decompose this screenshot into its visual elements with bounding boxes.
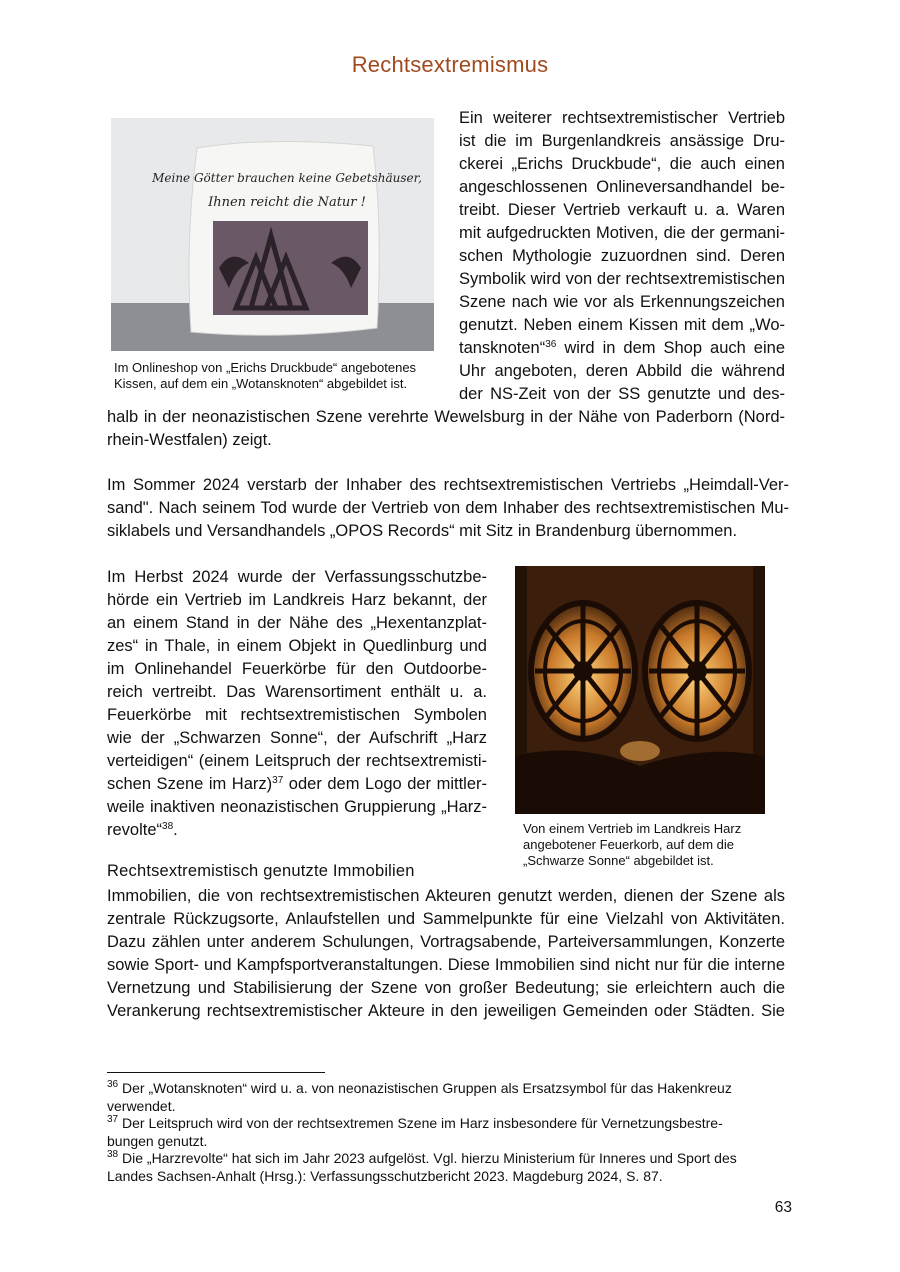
footnote-number: 37 [107, 1114, 119, 1125]
fire-basket-illustration [515, 566, 765, 814]
text-line: hörde ein Vertrieb im Landkreis Harz bekannt, der [107, 591, 487, 609]
text-line: reich vertreibt. Das Warensortiment enthält u. a. [107, 683, 487, 701]
figure2-caption [523, 821, 783, 869]
footnote-38 [107, 1150, 793, 1168]
text-line: zes“ in Thale, in einem Objekt in Quedlinburg und [107, 637, 487, 655]
text-line: zentrale Rückzugsorte, Anlaufstellen und Sammelpunkte für eine Vielzahl von Aktivitäten. [107, 910, 785, 928]
cushion-illustration [111, 118, 434, 351]
paragraph-1-full-width [107, 406, 785, 452]
fire-basket-photo [515, 566, 765, 814]
footnote-number: 38 [107, 1149, 119, 1160]
text-line: Immobilien, die von rechtsextremistischen Akteuren genutzt werden, dienen der Szene als [107, 887, 785, 905]
paragraph-3 [107, 566, 487, 842]
footnote-text: Der „Wotansknoten“ wird u. a. von neonazistischen Gruppen als Ersatzsymbol für das Hakenkreuz [122, 1080, 732, 1096]
text-line: mit aufgedruckten Motiven, die der germani- [459, 224, 785, 242]
page-number: 63 [774, 1199, 792, 1216]
figure2-caption-line: „Schwarze Sonne“ abgebildet ist. [523, 853, 714, 868]
footnote-37 [107, 1115, 793, 1133]
footnote-36 [107, 1080, 793, 1098]
footnotes [107, 1080, 793, 1185]
text-line: angeschlossenen Onlineversandhandel be- [459, 178, 785, 196]
cushion-photo [111, 118, 434, 351]
text-line: siklabels und Versandhandels „OPOS Records“ mit Sitz in Brandenburg übernommen. [107, 522, 738, 540]
text-segment: schen Szene im Harz) [107, 775, 273, 793]
footnote-text-line: Landes Sachsen-Anhalt (Hrsg.): Verfassungsschutzbericht 2023. Magdeburg 2024, S. 87. [107, 1167, 663, 1184]
text-line: Ein weiterer rechtsextremistischer Vertrieb [459, 109, 785, 127]
text-line: schen Mythologie zuzuordnen sind. Deren [459, 247, 785, 265]
figure1-caption-line: Kissen, auf dem ein „Wotansknoten“ abgebildet ist. [114, 376, 408, 391]
text-line: weile inaktiven neonazistischen Gruppierung „Harz- [107, 798, 487, 816]
text-segment: . [173, 821, 178, 839]
text-segment: tansknoten“ [459, 339, 546, 357]
cushion-text-line2: Ihnen reicht die Natur ! [208, 195, 366, 210]
footnote-text-line: verwendet. [107, 1097, 176, 1114]
text-line: Symbolik wird von der rechtsextremistischen [459, 270, 785, 288]
figure2-caption-line: angebotener Feuerkorb, auf dem die [523, 837, 735, 852]
text-line: verteidigen“ (einem Leitspruch der rechtsextremisti- [107, 752, 487, 770]
paragraph-2 [107, 474, 789, 543]
text-line: Verankerung rechtsextremistischer Akteure in den jeweiligen Gemeinden oder Städten. Sie [107, 1002, 785, 1020]
footnote-text-line: bungen genutzt. [107, 1132, 208, 1149]
text-line: im Onlinehandel Feuerkörbe für den Outdoorbe- [107, 660, 487, 678]
text-segment: oder dem Logo der mittler- [283, 775, 487, 793]
text-line: der NS-Zeit von der SS genutzte und des- [459, 385, 785, 403]
text-line: wie der „Schwarzen Sonne“, der Aufschrift „Harz [107, 729, 487, 747]
footnote-ref-37: 37 [272, 775, 284, 786]
text-line: treibt. Dieser Vertrieb verkauft u. a. Waren [459, 201, 785, 219]
text-line [107, 773, 487, 796]
text-line: Im Sommer 2024 verstarb der Inhaber des rechtsextremistischen Vertriebs „Heimdall-Ver- [107, 476, 789, 494]
text-line: an einem Stand in der Nähe des „Hexentanzplat- [107, 614, 487, 632]
text-line: sowie Sport- und Kampfsportveranstaltungen. Diese Immobilien sind nicht nur für die interne [107, 956, 785, 974]
text-line: ist die im Burgenlandkreis ansässige Dru- [459, 132, 785, 150]
footnote-text: Die „Harzrevolte“ hat sich im Jahr 2023 aufgelöst. Vgl. hierzu Ministerium für Inneres und Sport des [122, 1150, 737, 1166]
figure2-caption-line: Von einem Vertrieb im Landkreis Harz [523, 821, 742, 836]
text-line: Vernetzung und Stabilisierung der Szene von großer Bedeutung; sie erleichtern auch die [107, 979, 785, 997]
text-segment: wird in dem Shop auch eine [556, 339, 785, 357]
text-line: Dazu zählen unter anderem Schulungen, Vortragsabende, Parteiversammlungen, Konzerte [107, 933, 785, 951]
text-line: Im Herbst 2024 wurde der Verfassungsschutzbe- [107, 568, 487, 586]
text-line [459, 337, 785, 360]
figure1-caption-line: Im Onlineshop von „Erichs Druckbude“ angebotenes [114, 360, 417, 375]
paragraph-1-column [459, 107, 785, 406]
text-line: halb in der neonazistischen Szene verehrte Wewelsburg in der Nähe von Paderborn (Nord- [107, 408, 785, 426]
text-segment: revolte“ [107, 821, 163, 839]
section-paragraph [107, 885, 785, 1023]
text-line: rhein-Westfalen) zeigt. [107, 431, 272, 449]
text-line: Feuerkörbe mit rechtsextremistischen Symbolen [107, 706, 487, 724]
section-heading: Rechtsextremistisch genutzte Immobilien [107, 862, 415, 880]
text-line [107, 819, 487, 842]
text-line: sand". Nach seinem Tod wurde der Vertrieb von dem Inhaber des rechtsextremistischen Mu- [107, 499, 789, 517]
footnote-ref-38: 38 [162, 821, 174, 832]
footnote-divider [107, 1072, 325, 1073]
text-line: genutzt. Neben einem Kissen mit dem „Wo- [459, 316, 785, 334]
footnote-ref-36: 36 [545, 339, 557, 350]
footnote-text: Der Leitspruch wird von der rechtsextremen Szene im Harz insbesondere für Vernetzungsbestre- [122, 1115, 723, 1131]
text-line: ckerei „Erichs Druckbude“, die auch einen [459, 155, 785, 173]
figure1-caption [114, 360, 444, 392]
footnote-number: 36 [107, 1079, 119, 1090]
cushion-text-line1: Meine Götter brauchen keine Gebetshäuser, [152, 171, 422, 185]
page-title: Rechtsextremismus [351, 52, 549, 77]
text-line: Szene nach wie vor als Erkennungszeichen [459, 293, 785, 311]
text-line: Uhr angeboten, deren Abbild die während [459, 362, 785, 380]
